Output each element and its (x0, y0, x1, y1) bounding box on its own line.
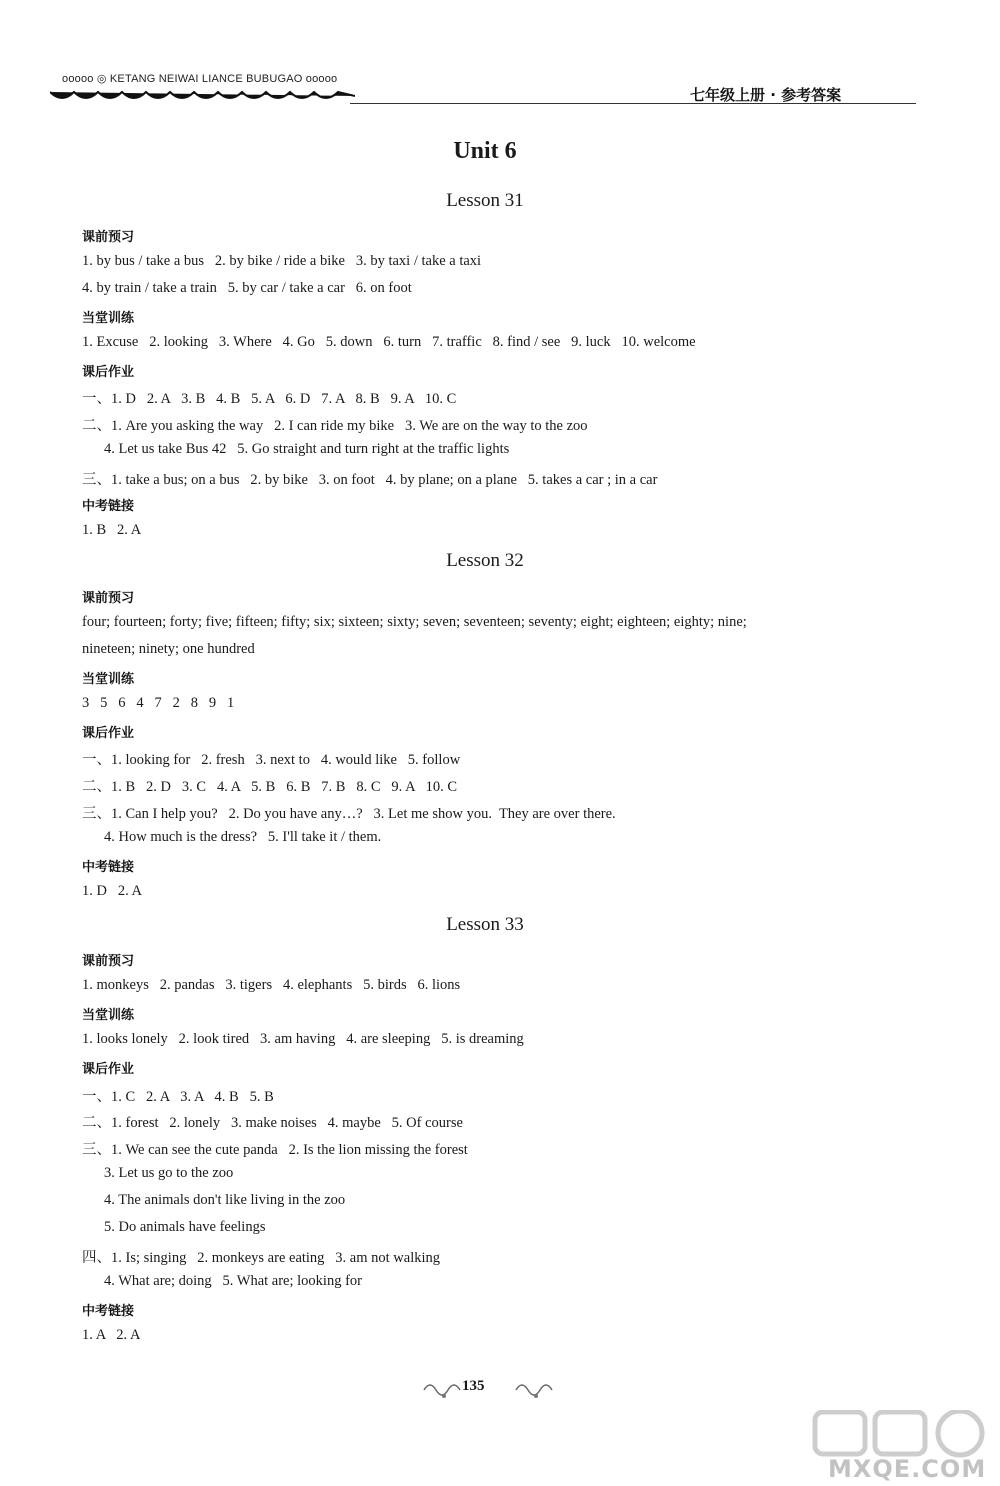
unit-title: Unit 6 (453, 138, 517, 164)
answer-line: 四、1. Is; singing 2. monkeys are eating 3. am not walking (82, 1249, 441, 1266)
answer-line: 1. Excuse 2. looking 3. Where 4. Go 5. down 6. turn 7. traffic 8. find / see 9. luck 10. welcome (82, 333, 696, 350)
section-heading: 课前预习 (82, 954, 135, 969)
answer-line: 三、1. take a bus; on a bus 2. by bike 3. on foot 4. by plane; on a plane 5. takes a car ; in a car (82, 472, 658, 489)
section-heading: 课后作业 (82, 364, 135, 380)
answer-line: 一、1. C 2. A 3. A 4. B 5. B (82, 1088, 274, 1105)
answer-line: 4. by train / take a train 5. by car / take a car 6. on foot (82, 279, 412, 296)
answer-line: 5. Do animals have feelings (104, 1219, 266, 1235)
lesson-title: Lesson 32 (446, 550, 524, 571)
answer-line: 4. The animals don't like living in the zoo (104, 1192, 346, 1209)
answer-line: 3 5 6 4 7 2 8 9 1 (82, 694, 235, 711)
section-heading: 课前预习 (82, 591, 135, 606)
section-heading: 课后作业 (82, 1061, 135, 1077)
section-heading: 当堂训练 (82, 1007, 135, 1023)
page-number: 135 (462, 1378, 485, 1394)
section-heading: 当堂训练 (82, 310, 135, 326)
answer-line: 一、1. looking for 2. fresh 3. next to 4. would like 5. follow (82, 752, 461, 769)
watermark-text: MXQE.COM (828, 1455, 987, 1483)
answer-line: 二、1. Are you asking the way 2. I can ride my bike 3. We are on the way to the zoo (82, 418, 588, 435)
answer-line: 一、1. D 2. A 3. B 4. B 5. A 6. D 7. A 8. B 9. A 10. C (82, 391, 457, 408)
answer-line: 4. How much is the dress? 5. I'll take it / them. (104, 829, 382, 846)
lesson-title: Lesson 31 (446, 190, 524, 211)
header-wave-ornament (50, 86, 355, 106)
answer-line: 4. What are; doing 5. What are; looking for (104, 1272, 362, 1289)
answer-line: 三、1. Can I help you? 2. Do you have any…? 3. Let me show you. They are over there. (82, 806, 616, 823)
answer-line: 二、1. B 2. D 3. C 4. A 5. B 6. B 7. B 8. C 9. A 10. C (82, 779, 458, 796)
answer-line: 3. Let us go to the zoo (104, 1165, 234, 1182)
section-heading: 中考链接 (82, 860, 135, 875)
answer-line: 二、1. forest 2. lonely 3. make noises 4. maybe 5. Of course (82, 1115, 463, 1132)
answer-line: four; fourteen; forty; five; fifteen; fifty; six; sixteen; sixty; seven; seventeen; seventy; eight; eighteen; eighty; nine; (82, 613, 747, 630)
header-book-title: 七年级上册 · 参考答案 (690, 86, 842, 104)
section-heading: 中考链接 (82, 1303, 135, 1319)
page-number-ornament (420, 1370, 560, 1406)
section-heading: 当堂训练 (82, 671, 135, 687)
section-heading: 中考链接 (82, 499, 135, 514)
lesson-title: Lesson 33 (446, 914, 524, 935)
answer-line: 4. Let us take Bus 42 5. Go straight and turn right at the traffic lights (104, 441, 510, 458)
answer-line: 1. by bus / take a bus 2. by bike / ride a bike 3. by taxi / take a taxi (82, 252, 482, 269)
page-header (0, 0, 1000, 110)
section-heading: 课后作业 (82, 725, 135, 741)
answer-line: 1. D 2. A (82, 882, 143, 899)
answer-line: 1. A 2. A (82, 1326, 141, 1343)
header-series-title: ooooo ◎ KETANG NEIWAI LIANCE BUBUGAO ooooo (62, 73, 338, 85)
section-heading: 课前预习 (82, 230, 135, 245)
answer-line: 1. looks lonely 2. look tired 3. am having 4. are sleeping 5. is dreaming (82, 1030, 524, 1047)
answer-line: 三、1. We can see the cute panda 2. Is the lion missing the forest (82, 1142, 468, 1159)
answer-line: 1. monkeys 2. pandas 3. tigers 4. elephants 5. birds 6. lions (82, 976, 461, 993)
answer-line: nineteen; ninety; one hundred (82, 640, 255, 657)
answer-line: 1. B 2. A (82, 521, 142, 538)
